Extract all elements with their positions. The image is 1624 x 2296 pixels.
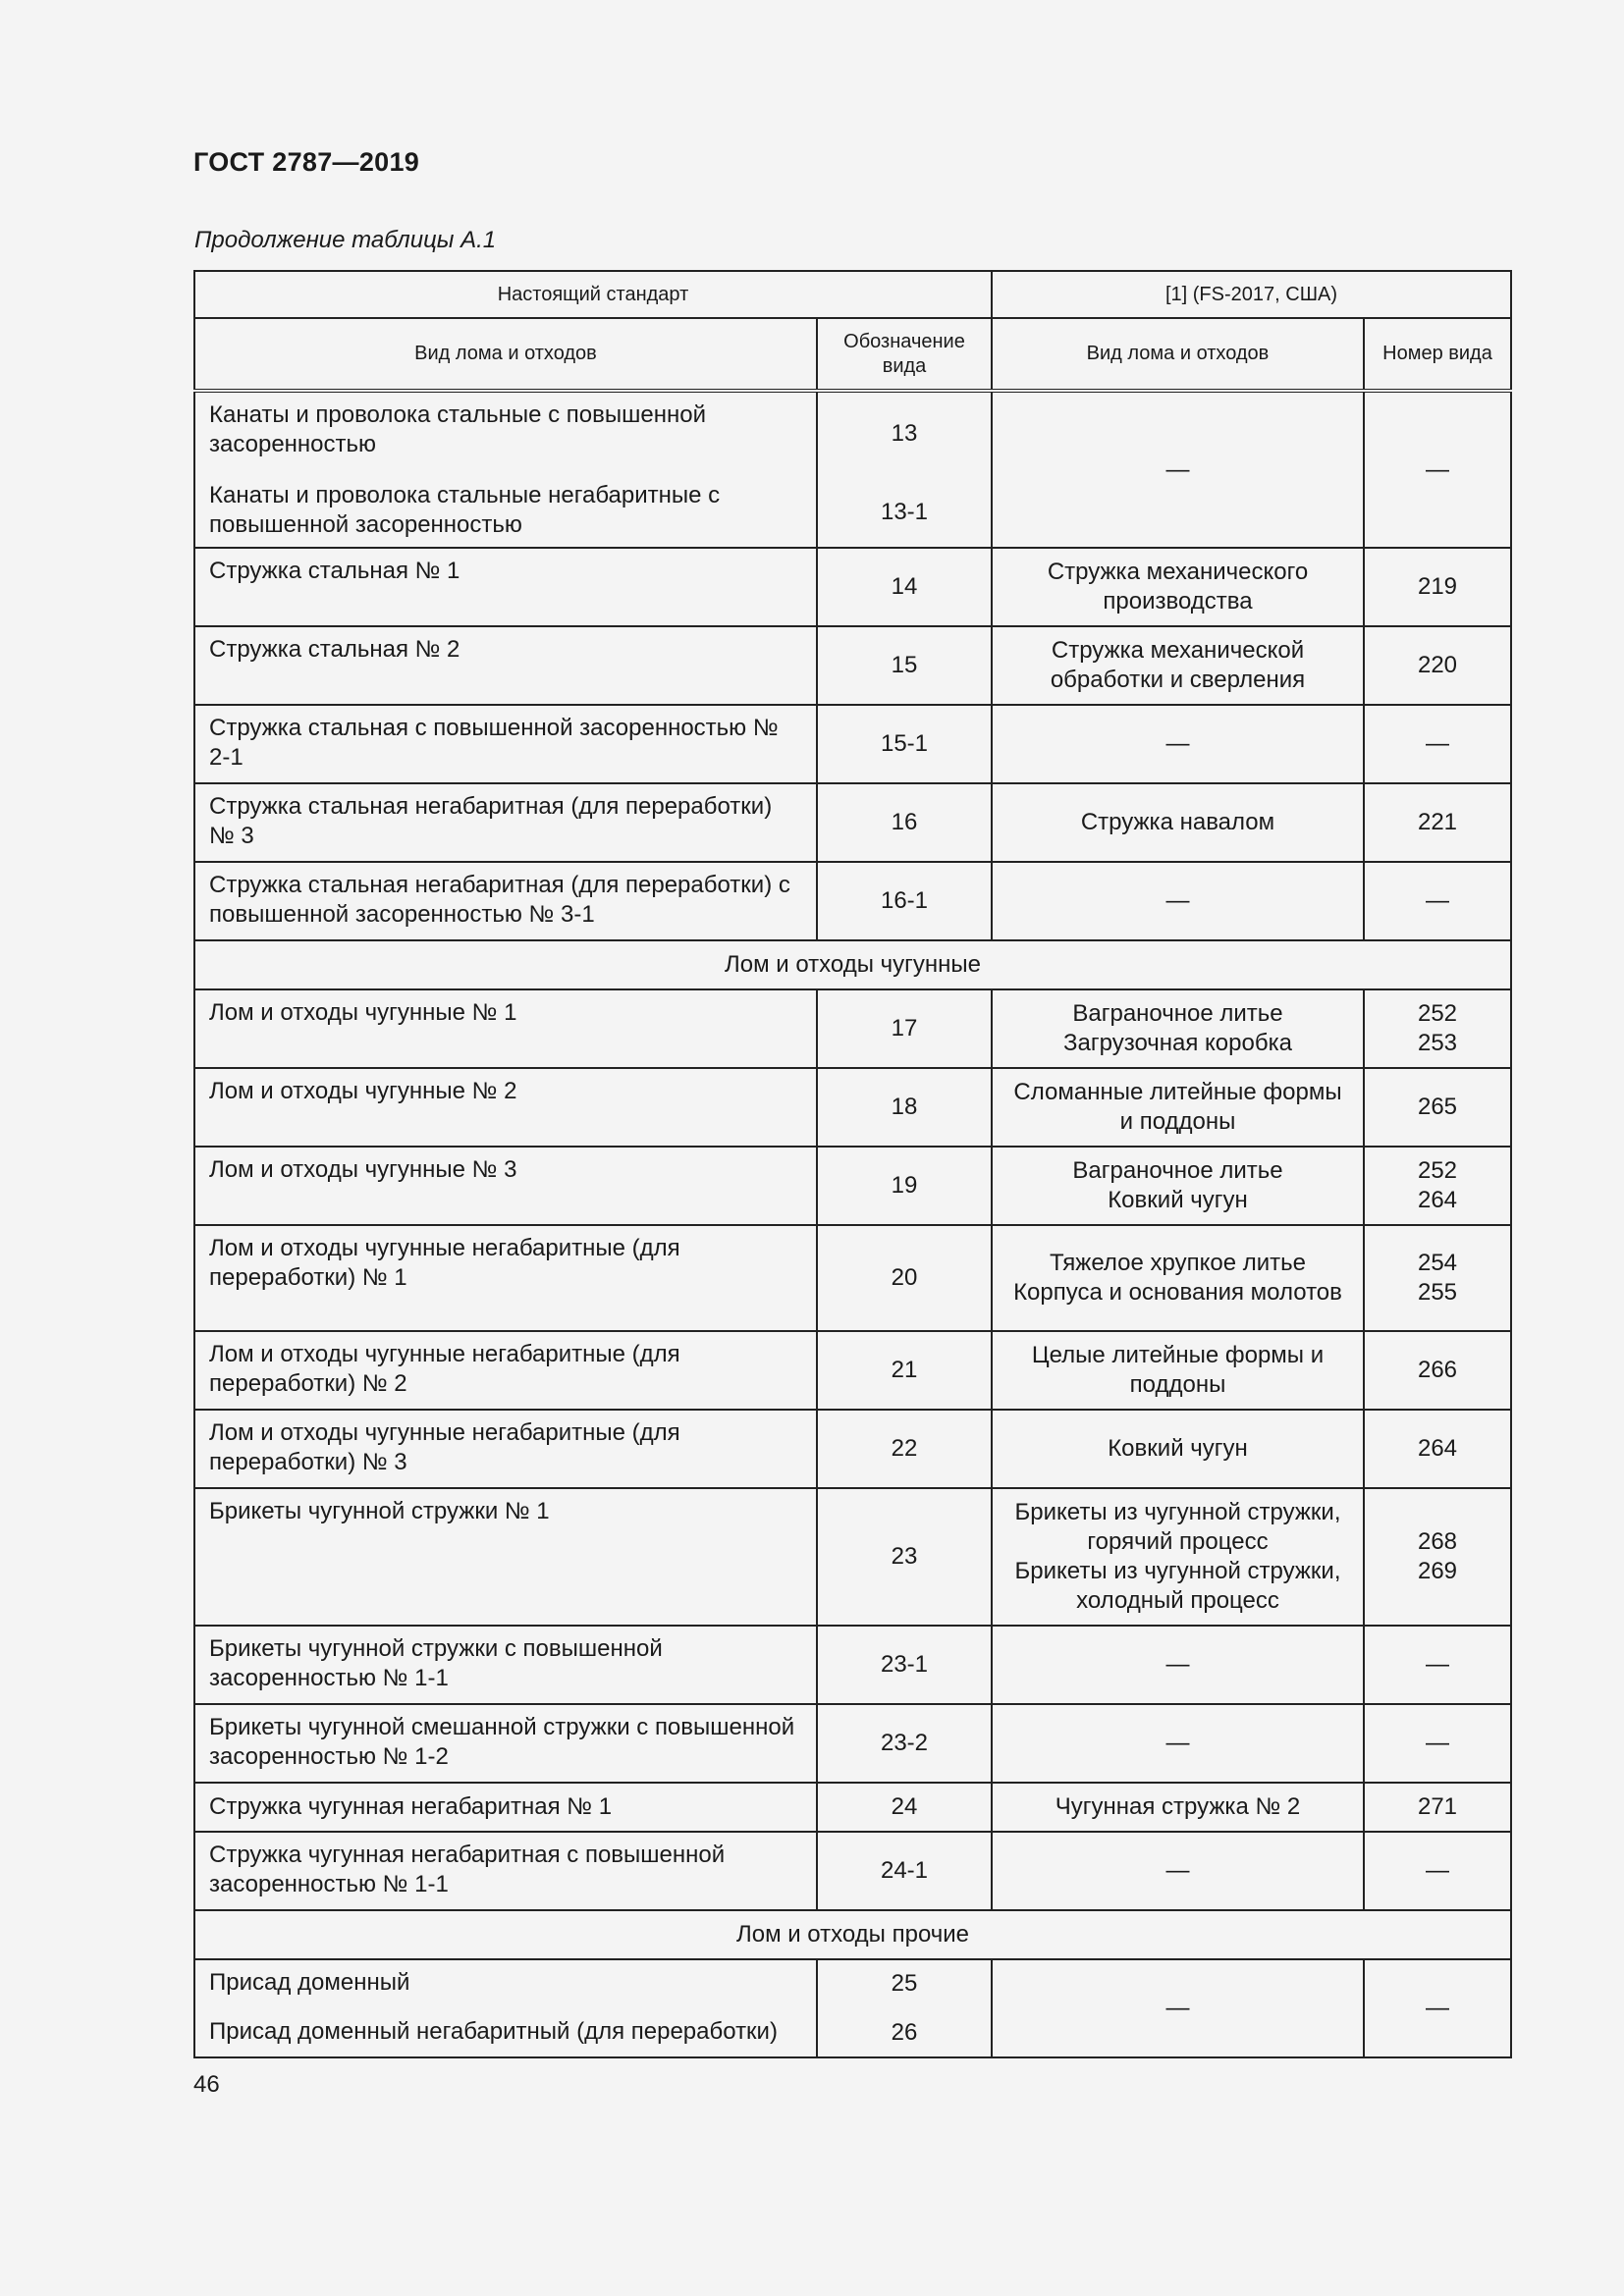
scrap-name: Присад доменный [209,1969,410,1996]
designation: 23-2 [817,1704,992,1783]
us-scrap-type: Ковкий чугун [1108,1187,1248,1213]
us-scrap-type-cell [992,1147,1364,1225]
designation: 17 [817,989,992,1068]
type-number: — [1364,705,1511,783]
table-row [194,548,1511,626]
type-number: 268 [1417,1528,1458,1555]
us-scrap-type: Стружка навалом [992,783,1364,862]
type-number: 219 [1364,548,1511,626]
us-scrap-type: Стружка механического производства [992,548,1364,626]
us-scrap-type: — [992,705,1364,783]
table-a1 [193,270,1512,2058]
table-row [194,862,1511,940]
scrap-name: Стружка чугунная негабаритная с повышенной засоренностью № 1-1 [194,1832,817,1910]
us-scrap-type: Брикеты из чугунной стружки, горячий процесс [1014,1499,1341,1555]
table-caption: Продолжение таблицы А.1 [194,227,497,253]
us-scrap-type-cell [992,989,1364,1068]
type-number-cell [1364,1225,1511,1331]
type-number: 254 [1417,1250,1458,1276]
designation: 21 [817,1331,992,1410]
table-row [194,989,1511,1068]
type-number-cell [1364,989,1511,1068]
type-number: — [1364,1959,1511,2057]
us-scrap-type: Тяжелое хрупкое литье [1049,1250,1306,1276]
us-scrap-type: Сломанные литейные формы и поддоны [992,1068,1364,1147]
us-scrap-type: — [992,391,1364,548]
table-row [194,1704,1511,1783]
scrap-name: Стружка стальная № 2 [194,626,817,705]
scrap-name: Присад доменный негабаритный (для переработки) [209,2018,778,2045]
table-row [194,1225,1511,1331]
us-scrap-type-cell [992,1488,1364,1626]
type-number: — [1364,391,1511,548]
us-scrap-type: Загрузочная коробка [1063,1030,1292,1056]
scrap-name: Брикеты чугунной смешанной стружки с повышенной засоренностью № 1-2 [194,1704,817,1783]
scrap-name: Лом и отходы чугунные № 3 [194,1147,817,1225]
designation: 24 [817,1783,992,1832]
type-number: 264 [1417,1187,1458,1213]
designation: 20 [817,1225,992,1331]
us-scrap-type: — [992,862,1364,940]
type-number: 252 [1417,1157,1458,1184]
table-row [194,1783,1511,1832]
scrap-name-cell [194,1959,817,2057]
type-number: 221 [1364,783,1511,862]
designation: 16 [817,783,992,862]
us-scrap-type: Чугунная стружка № 2 [992,1783,1364,1832]
scrap-name: Брикеты чугунной стружки № 1 [194,1488,817,1626]
designation-cell [817,391,992,548]
section-heading: Лом и отходы прочие [194,1910,1511,1959]
us-scrap-type: Корпуса и основания молотов [1013,1279,1342,1306]
type-number-cell [1364,1147,1511,1225]
table-row [194,1331,1511,1410]
designation: 22 [817,1410,992,1488]
table-row [194,1068,1511,1147]
us-scrap-type: Ваграночное литье [1072,1000,1283,1027]
table-row [194,1488,1511,1626]
scrap-name: Стружка стальная негабаритная (для переработки) с повышенной засоренностью № 3-1 [194,862,817,940]
header-designation: Обозначение вида [817,318,992,391]
type-number: 220 [1364,626,1511,705]
type-number: 255 [1417,1279,1458,1306]
type-number: 265 [1364,1068,1511,1147]
us-scrap-type: — [992,1832,1364,1910]
us-scrap-type: — [992,1959,1364,2057]
designation: 25 [891,1970,918,1997]
header-type-number: Номер вида [1364,318,1511,391]
us-scrap-type: Ковкий чугун [992,1410,1364,1488]
scrap-name-cell [194,391,817,548]
us-scrap-type: Ваграночное литье [1072,1157,1283,1184]
scrap-name: Лом и отходы чугунные № 1 [194,989,817,1068]
table-row [194,783,1511,862]
table-row [194,1959,1511,2057]
type-number: — [1364,1704,1511,1783]
us-scrap-type: — [992,1626,1364,1704]
designation: 23-1 [817,1626,992,1704]
scrap-name: Лом и отходы чугунные негабаритные (для переработки) № 2 [194,1331,817,1410]
type-number: 253 [1417,1030,1458,1056]
scrap-name: Канаты и проволока стальные с повышенной засоренностью [209,401,707,457]
designation: 13 [891,419,918,447]
table-row [194,1147,1511,1225]
us-scrap-type: Брикеты из чугунной стружки, холодный процесс [1014,1558,1341,1614]
scrap-name: Стружка чугунная негабаритная № 1 [194,1783,817,1832]
page-number: 46 [193,2071,220,2098]
designation: 19 [817,1147,992,1225]
designation: 13-1 [880,498,929,525]
designation: 15 [817,626,992,705]
type-number: — [1364,1626,1511,1704]
table-row [194,705,1511,783]
type-number: 264 [1364,1410,1511,1488]
designation: 23 [817,1488,992,1626]
type-number: — [1364,1832,1511,1910]
table-row [194,391,1511,548]
header-group-fs2017: [1] (FS-2017, США) [992,271,1511,318]
section-row [194,940,1511,989]
type-number: — [1364,862,1511,940]
scrap-name: Лом и отходы чугунные негабаритные (для переработки) № 3 [194,1410,817,1488]
type-number: 266 [1364,1331,1511,1410]
table-row [194,1626,1511,1704]
scrap-name: Лом и отходы чугунные негабаритные (для переработки) № 1 [194,1225,817,1331]
header-us-scrap-type: Вид лома и отходов [992,318,1364,391]
scrap-name: Канаты и проволока стальные негабаритные с повышенной засоренностью [209,482,721,538]
designation: 15-1 [817,705,992,783]
us-scrap-type: — [992,1704,1364,1783]
table-row [194,1832,1511,1910]
table-row [194,1410,1511,1488]
scrap-name: Стружка стальная негабаритная (для переработки) № 3 [194,783,817,862]
scrap-name: Брикеты чугунной стружки с повышенной засоренностью № 1-1 [194,1626,817,1704]
type-number: 252 [1417,1000,1458,1027]
us-scrap-type-cell [992,1225,1364,1331]
table-row [194,626,1511,705]
designation: 16-1 [817,862,992,940]
designation-cell [817,1959,992,2057]
designation: 14 [817,548,992,626]
header-scrap-type: Вид лома и отходов [194,318,817,391]
section-heading: Лом и отходы чугунные [194,940,1511,989]
document-title: ГОСТ 2787—2019 [193,147,420,177]
scrap-name: Лом и отходы чугунные № 2 [194,1068,817,1147]
section-row [194,1910,1511,1959]
designation: 26 [891,2019,918,2046]
scrap-name: Стружка стальная № 1 [194,548,817,626]
type-number: 269 [1417,1558,1458,1584]
type-number-cell [1364,1488,1511,1626]
us-scrap-type: Целые литейные формы и поддоны [992,1331,1364,1410]
designation: 24-1 [817,1832,992,1910]
scrap-name: Стружка стальная с повышенной засоренностью № 2-1 [194,705,817,783]
designation: 18 [817,1068,992,1147]
us-scrap-type: Стружка механической обработки и сверления [992,626,1364,705]
header-group-current-standard: Настоящий стандарт [194,271,992,318]
type-number: 271 [1364,1783,1511,1832]
